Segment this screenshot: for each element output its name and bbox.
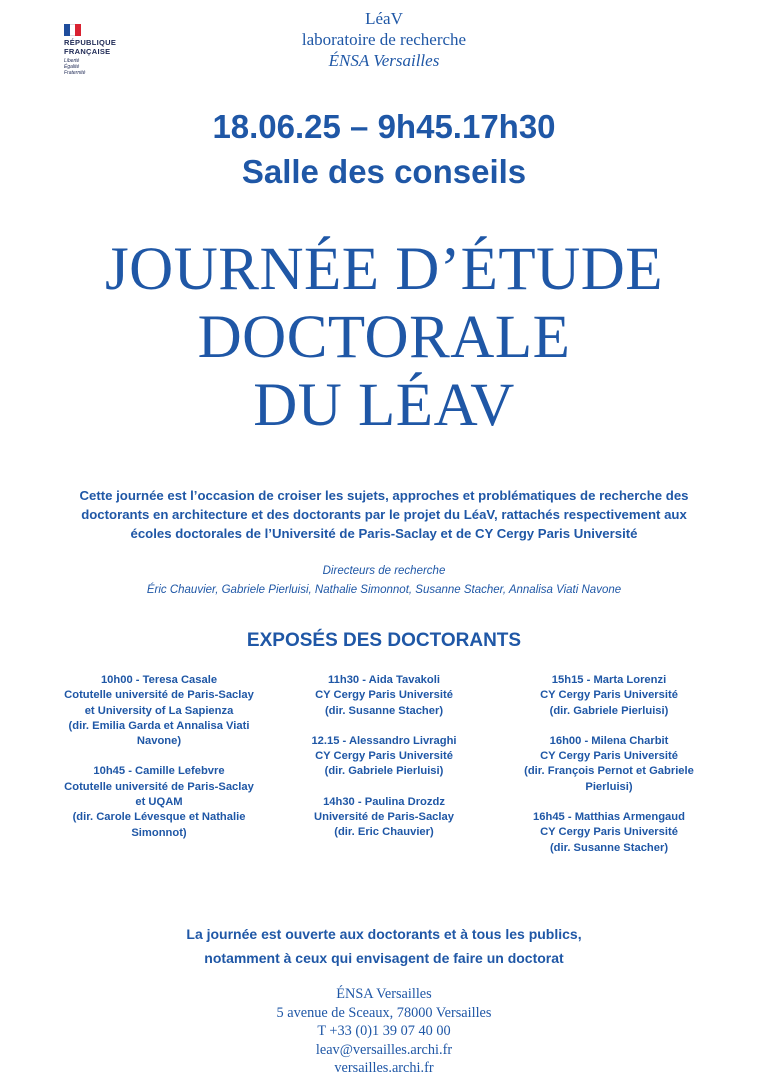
logo-line-2: FRANÇAISE bbox=[64, 47, 111, 56]
page-title bbox=[0, 236, 768, 440]
motto-egalite: Égalité bbox=[64, 64, 80, 70]
talk-supervisors: Simonnot) bbox=[131, 826, 187, 839]
motto-fraternite: Fraternité bbox=[64, 70, 86, 76]
talk-supervisors: (dir. Emilia Garda et Annalisa Viati bbox=[68, 719, 250, 732]
open-note-line-2: notamment à ceux qui envisagent de faire un doctorat bbox=[204, 950, 564, 966]
talk-affiliation: Cotutelle université de Paris-Saclay bbox=[64, 780, 254, 793]
talk-time-speaker: 10h45 - Camille Lefebvre bbox=[93, 765, 225, 778]
talk-affiliation: et UQAM bbox=[135, 796, 183, 809]
talk-supervisors: (dir. Carole Lévesque et Nathalie bbox=[72, 811, 246, 824]
directors-label: Directeurs de recherche bbox=[322, 565, 446, 577]
open-note-line-1: La journée est ouverte aux doctorants et à tous les publics, bbox=[186, 926, 582, 942]
talk-time-speaker: 10h00 - Teresa Casale bbox=[100, 674, 218, 686]
talk-supervisors: (dir. Susanne Stacher) bbox=[549, 841, 669, 854]
talk-item bbox=[494, 810, 724, 856]
talk-time-speaker: 11h30 - Aida Tavakoli bbox=[328, 674, 440, 686]
talk-affiliation: CY Cergy Paris Université bbox=[540, 750, 678, 763]
talk-supervisors: Pierluisi) bbox=[585, 780, 633, 793]
talk-affiliation: Cotutelle université de Paris-Saclay bbox=[64, 689, 254, 702]
talk-affiliation: CY Cergy Paris Université bbox=[315, 750, 453, 763]
lab-name: LéaV bbox=[365, 9, 403, 28]
talk-supervisors: (dir. Eric Chauvier) bbox=[334, 826, 434, 839]
intro-line-1: Cette journée est l’occasion de croiser les sujets, approches et problématiques de recherche des bbox=[79, 488, 689, 503]
talk-time-speaker: 12.15 - Alessandro Livraghi bbox=[311, 734, 457, 747]
title-line-1: JOURNÉE D’ÉTUDE bbox=[104, 236, 664, 303]
title-line-2: DOCTORALE bbox=[197, 304, 571, 371]
talk-time-speaker: 16h45 - Matthias Armengaud bbox=[533, 811, 685, 824]
footer-school-name: ÉNSA Versailles bbox=[336, 986, 432, 1002]
talk-supervisors: Navone) bbox=[136, 735, 182, 748]
talks-column-1 bbox=[44, 673, 274, 856]
intro-line-3: écoles doctorales de l’Université de Paris-Saclay et de CY Cergy Paris Université bbox=[130, 526, 638, 541]
footer-email-link[interactable]: leav@versailles.archi.fr bbox=[315, 1041, 453, 1058]
talk-item bbox=[269, 673, 499, 719]
title-line-3: DU LÉAV bbox=[253, 372, 515, 439]
talk-item bbox=[494, 734, 724, 795]
talk-time-speaker: 14h30 - Paulina Drozdz bbox=[323, 795, 445, 808]
talks-column-3 bbox=[494, 673, 724, 871]
open-to-public-note bbox=[0, 922, 768, 970]
talk-supervisors: (dir. François Pernot et Gabriele bbox=[524, 765, 694, 778]
talk-time-speaker: 15h15 - Marta Lorenzi bbox=[551, 674, 667, 686]
lab-header bbox=[0, 8, 768, 71]
intro-line-2: doctorants en architecture et des doctorants par le projet du LéaV, rattachés respectivement aux bbox=[81, 507, 687, 522]
talk-time-speaker: 16h00 - Milena Charbit bbox=[549, 734, 669, 747]
talk-affiliation: Université de Paris-Saclay bbox=[314, 811, 454, 824]
lab-subtitle: laboratoire de recherche bbox=[301, 30, 467, 49]
footer-phone: T +33 (0)1 39 07 40 00 bbox=[317, 1023, 451, 1039]
talk-item bbox=[269, 795, 499, 841]
intro-paragraph bbox=[50, 486, 718, 543]
school-name: ÉNSA Versailles bbox=[328, 51, 440, 70]
footer-address: 5 avenue de Sceaux, 78000 Versailles bbox=[276, 1004, 492, 1021]
talk-supervisors: (dir. Susanne Stacher) bbox=[324, 704, 444, 717]
event-room: Salle des conseils bbox=[241, 153, 527, 190]
talk-item bbox=[269, 734, 499, 780]
directors-names: Éric Chauvier, Gabriele Pierluisi, Nathalie Simonnot, Susanne Stacher, Annalisa Viati Navone bbox=[146, 584, 622, 596]
talk-item bbox=[44, 764, 274, 840]
talk-supervisors: (dir. Gabriele Pierluisi) bbox=[549, 704, 669, 717]
event-date-time: 18.06.25 – 9h45.17h30 bbox=[212, 108, 556, 145]
section-title: EXPOSÉS DES DOCTORANTS bbox=[246, 630, 522, 651]
talk-affiliation: CY Cergy Paris Université bbox=[540, 826, 678, 839]
talk-item bbox=[494, 673, 724, 719]
talk-affiliation: et University of La Sapienza bbox=[84, 704, 234, 717]
motto-liberte: Liberté bbox=[64, 58, 80, 64]
talk-supervisors: (dir. Gabriele Pierluisi) bbox=[324, 765, 444, 778]
talks-column-2 bbox=[269, 673, 499, 856]
logo-line-1: RÉPUBLIQUE bbox=[64, 38, 117, 47]
talk-affiliation: CY Cergy Paris Université bbox=[315, 689, 453, 702]
talk-item bbox=[44, 673, 274, 749]
contact-footer bbox=[0, 985, 768, 1078]
talk-affiliation: CY Cergy Paris Université bbox=[540, 689, 678, 702]
footer-website-link[interactable]: versailles.archi.fr bbox=[334, 1060, 434, 1076]
